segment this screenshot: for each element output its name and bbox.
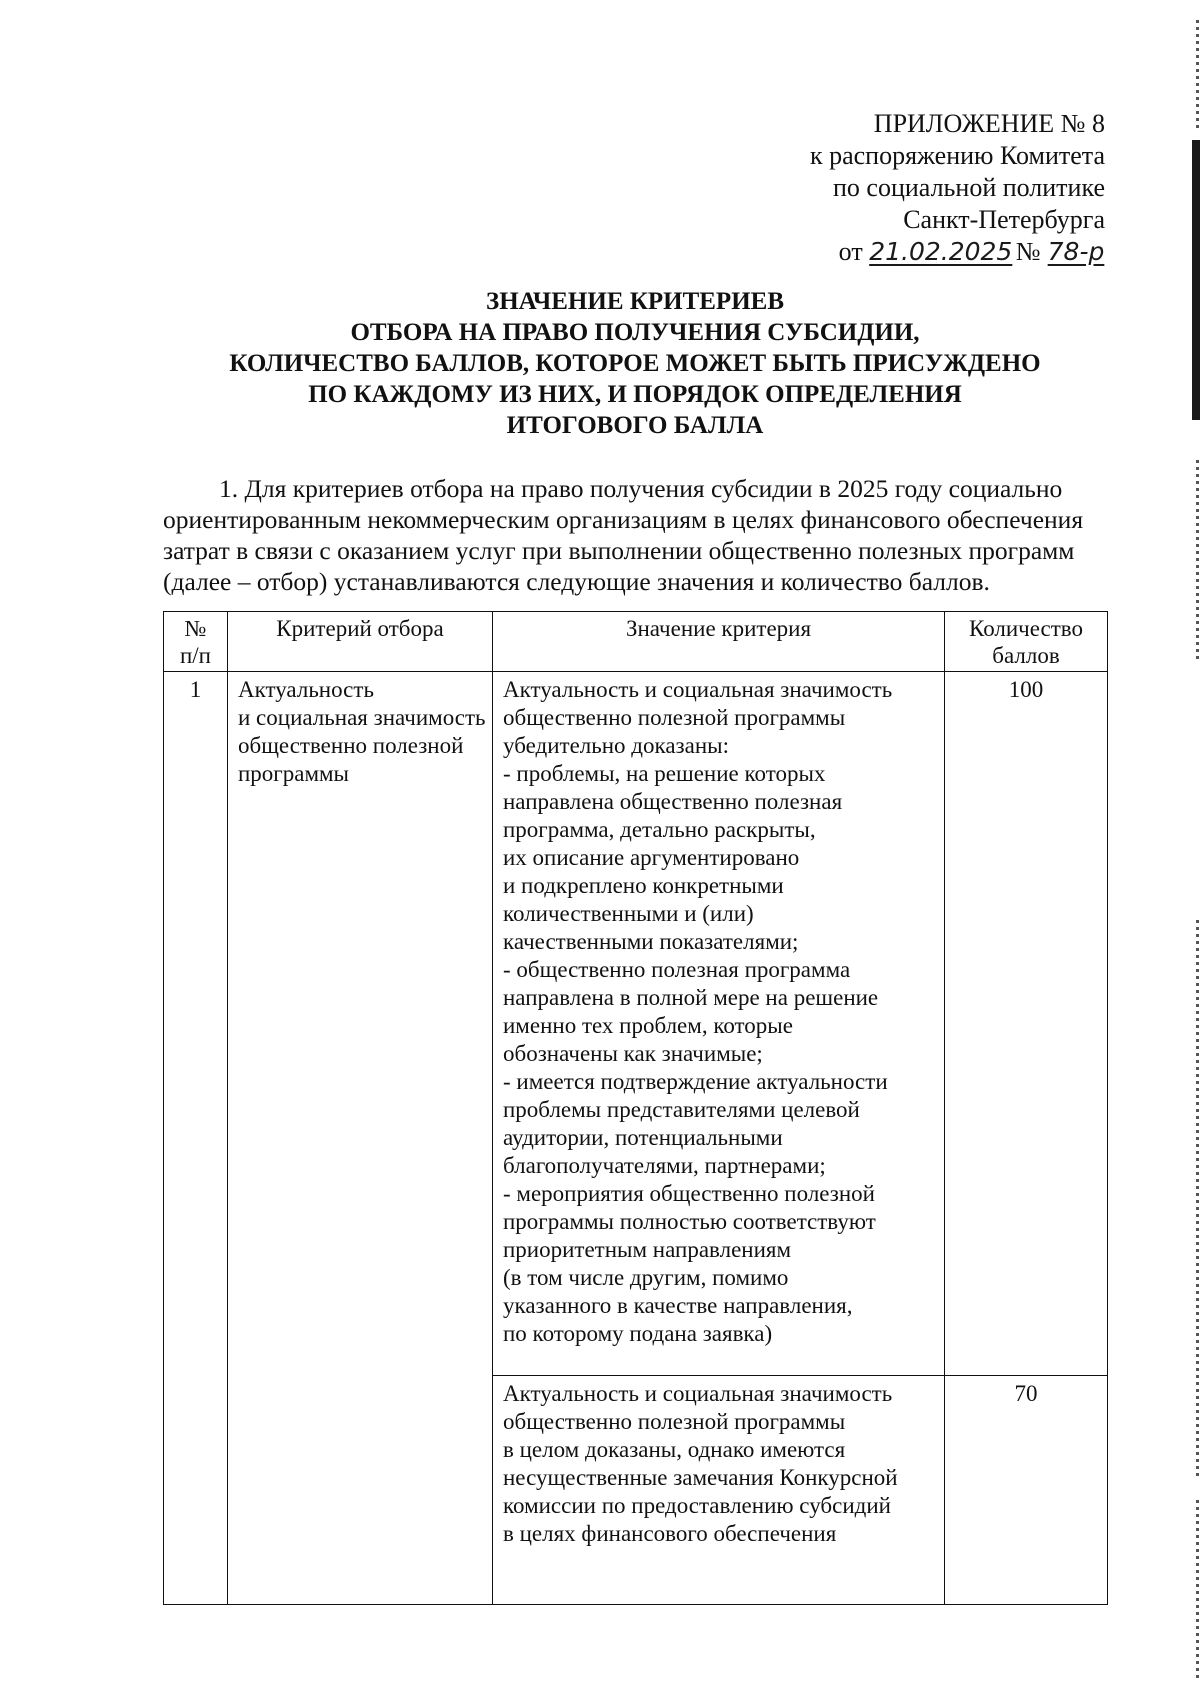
- number-label: №: [1015, 237, 1041, 266]
- document-title: [150, 286, 1120, 441]
- value-cell-line: их описание аргументировано: [503, 845, 800, 870]
- value-cell-line: Актуальность и социальная значимость: [503, 677, 893, 702]
- criteria-table: [163, 611, 1108, 1605]
- criterion-cell-line: общественно полезной: [238, 733, 464, 758]
- value-cell-line: проблемы представителями целевой: [503, 1097, 860, 1122]
- score-cell: 100: [945, 672, 1108, 1376]
- value-cell-line: указанного в качестве направления,: [503, 1293, 853, 1318]
- appendix-signature-line: [810, 236, 1105, 268]
- value-cell-line: Актуальность и социальная значимость: [503, 1381, 893, 1406]
- value-cell-line: количественными и (или): [503, 901, 754, 926]
- value-cell-line: качественными показателями;: [503, 929, 799, 954]
- appendix-line-order: к распоряжению Комитета: [809, 141, 1105, 170]
- value-cell-line: комиссии по предоставлению субсидий: [503, 1493, 891, 1518]
- value-cell-line: в целях финансового обеспечения: [503, 1521, 837, 1546]
- intro-line: ориентированным некоммерческим организациям в целях финансового обеспечения: [163, 505, 1084, 534]
- criterion-cell-line: программы: [238, 761, 350, 786]
- scan-artifact-edge: [1196, 460, 1199, 660]
- title-line: ОТБОРА НА ПРАВО ПОЛУЧЕНИЯ СУБСИДИИ,: [350, 319, 920, 346]
- intro-line: 1. Для критериев отбора на право получения субсидии в 2025 году социально: [219, 474, 1063, 503]
- value-cell-line: обозначены как значимые;: [503, 1041, 763, 1066]
- handwritten-number: 78-р: [1047, 237, 1105, 266]
- value-cell-line: аудитории, потенциальными: [503, 1125, 783, 1150]
- header-value: Значение критерия: [493, 612, 945, 672]
- criterion-cell-line: Актуальность: [238, 677, 374, 702]
- value-cell-line: - проблемы, на решение которых: [503, 761, 826, 786]
- title-line: ИТОГОВОГО БАЛЛА: [506, 412, 764, 439]
- table-row: [164, 672, 1108, 1376]
- appendix-line-committee: по социальной политике: [833, 173, 1105, 202]
- title-line: КОЛИЧЕСТВО БАЛЛОВ, КОТОРОЕ МОЖЕТ БЫТЬ ПРИСУЖДЕНО: [229, 350, 1041, 377]
- value-cell-line: (в том числе другим, помимо: [503, 1265, 789, 1290]
- value-cell-line: благополучателями, партнерами;: [503, 1153, 826, 1178]
- handwritten-date: 21.02.2025: [869, 237, 1013, 266]
- scan-artifact-edge: [1196, 920, 1199, 1480]
- value-cell-line: общественно полезной программы: [503, 1409, 846, 1434]
- intro-paragraph: [163, 473, 1107, 597]
- date-label: от: [838, 237, 863, 266]
- intro-line: (далее – отбор) устанавливаются следующие значения и количество баллов.: [163, 567, 990, 596]
- score-cell: 70: [945, 1376, 1108, 1605]
- value-cell-line: программы полностью соответствуют: [503, 1209, 876, 1234]
- value-cell-line: и подкреплено конкретными: [503, 873, 784, 898]
- header-score: Количество баллов: [945, 612, 1108, 672]
- value-cell-line: именно тех проблем, которые: [503, 1013, 793, 1038]
- appendix-header: [810, 108, 1105, 268]
- value-cell-line: - имеется подтверждение актуальности: [503, 1069, 888, 1094]
- intro-line: затрат в связи с оказанием услуг при выполнении общественно полезных программ: [163, 536, 1075, 565]
- header-criterion: Критерий отбора: [228, 612, 493, 672]
- value-cell-line: общественно полезной программы: [503, 705, 846, 730]
- value-cell-line: направлена общественно полезная: [503, 789, 843, 814]
- value-cell-line: по которому подана заявка): [503, 1321, 773, 1346]
- value-cell: [493, 672, 945, 1376]
- criterion-cell: [228, 672, 493, 1605]
- appendix-number: ПРИЛОЖЕНИЕ № 8: [873, 109, 1105, 138]
- value-cell: [493, 1376, 945, 1605]
- value-cell-line: в целом доказаны, однако имеются: [503, 1437, 846, 1462]
- value-cell-line: направлена в полной мере на решение: [503, 985, 879, 1010]
- value-cell-line: приоритетным направлениям: [503, 1237, 792, 1262]
- value-cell-line: убедительно доказаны:: [503, 733, 729, 758]
- title-line: ЗНАЧЕНИЕ КРИТЕРИЕВ: [486, 288, 784, 315]
- scan-artifact-edge: [1196, 20, 1199, 130]
- scan-artifact-edge: [1196, 1500, 1199, 1680]
- value-cell-line: несущественные замечания Конкурсной: [503, 1465, 898, 1490]
- value-cell-line: программа, детально раскрыты,: [503, 817, 816, 842]
- appendix-line-city: Санкт-Петербурга: [903, 205, 1105, 234]
- row-number: 1: [164, 672, 228, 1605]
- title-line: ПО КАЖДОМУ ИЗ НИХ, И ПОРЯДОК ОПРЕДЕЛЕНИЯ: [308, 381, 962, 408]
- value-cell-line: - мероприятия общественно полезной: [503, 1181, 875, 1206]
- value-cell-line: - общественно полезная программа: [503, 957, 851, 982]
- table-header-row: [164, 612, 1108, 672]
- header-num: № п/п: [164, 612, 228, 672]
- scan-artifact-bar: [1192, 140, 1200, 420]
- criterion-cell-line: и социальная значимость: [238, 705, 486, 730]
